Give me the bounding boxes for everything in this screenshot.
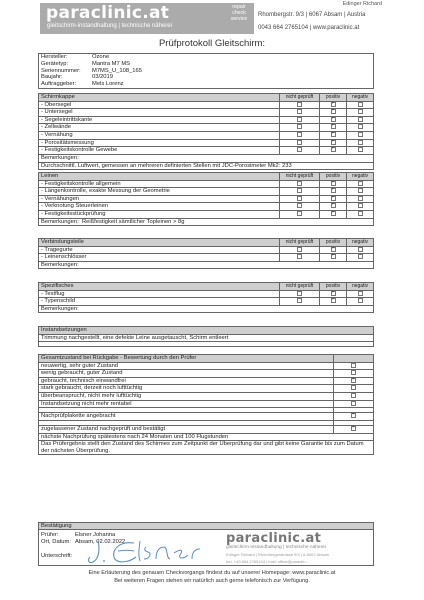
check-rows [39, 101, 374, 154]
condition-label: überbeansprucht, nicht mehr lufttüchtig [39, 393, 334, 401]
checkbox-negative[interactable] [358, 140, 363, 145]
condition-label: Instandsetzung nicht mehr rentabel [39, 400, 334, 408]
info-value: Mels Lorenz [92, 81, 124, 88]
zugelassen-row [39, 425, 374, 433]
check-label: - Festigkeitsstückprüfung [39, 211, 280, 219]
condition-rows [39, 362, 374, 408]
check-label: - Verknotung Steuerleinen [39, 203, 280, 211]
column-negative: negativ [347, 173, 374, 181]
section-schirmkappe [38, 93, 374, 170]
condition-row [39, 393, 374, 401]
checkbox-negative[interactable] [358, 181, 363, 186]
condition-row [39, 362, 374, 370]
instand-text: Trimmung nachgestellt, eine defekte Leine ausgetauscht, Schirm entleert [39, 334, 374, 342]
check-label: - Testflug [39, 290, 280, 298]
condition-label: stark gebraucht, derzeit noch lufttüchtig [39, 385, 334, 393]
confirmation-title: Bestätigung [39, 523, 373, 530]
check-row [39, 188, 374, 196]
checkbox-positive[interactable] [331, 181, 336, 186]
checkbox-not-checked[interactable] [297, 140, 302, 145]
column-negative: negativ [347, 239, 374, 247]
logo-service-check: check [232, 10, 246, 16]
info-value: M7MS_U_108_165 [92, 67, 142, 74]
column-not-checked: nicht geprüft [280, 94, 320, 102]
checkbox-negative[interactable] [358, 102, 363, 107]
check-rows [39, 180, 374, 218]
checkbox-not-checked[interactable] [297, 109, 302, 114]
checkbox-negative[interactable] [358, 117, 363, 122]
ort-datum-label: Ort, Datum: [41, 539, 71, 545]
section-title: Leinen [39, 173, 280, 181]
check-row [39, 246, 374, 254]
condition-checkbox[interactable] [351, 378, 356, 383]
section-verbindungsteile [38, 238, 374, 269]
check-row [39, 203, 374, 211]
section-spezifisches [38, 282, 374, 313]
checkbox-negative[interactable] [358, 291, 363, 296]
plakette-checkbox[interactable] [351, 413, 356, 418]
zugelassen-checkbox[interactable] [351, 426, 356, 431]
stamp-brand: paraclinic.at [226, 531, 322, 546]
section-instandsetzungen [38, 326, 374, 347]
condition-label: neuwertig, sehr guter Zustand [39, 362, 334, 370]
info-label: Seriennummer: [41, 67, 81, 74]
checkbox-positive[interactable] [331, 196, 336, 201]
section-title: Verbindungsteile [39, 239, 280, 247]
checkbox-positive[interactable] [331, 203, 336, 208]
check-rows [39, 246, 374, 261]
column-not-checked: nicht geprüft [280, 283, 320, 291]
checkbox-positive[interactable] [331, 298, 336, 303]
check-row [39, 109, 374, 117]
checkbox-positive[interactable] [331, 147, 336, 152]
remarks-label: Bemerkungen: [39, 154, 374, 162]
remarks-text: Durchschnittl. Luftwert, gemessen an mehreren definierten Stellen mit JDC-Porosimeter Mk2: 233 [39, 162, 374, 170]
condition-checkbox[interactable] [351, 363, 356, 368]
info-value: 03/2019 [92, 74, 113, 81]
checkbox-negative[interactable] [358, 132, 363, 137]
company-logo [40, 3, 254, 34]
condition-checkbox[interactable] [351, 370, 356, 375]
company-stamp [226, 531, 371, 565]
check-label: - Tragegurte [39, 246, 280, 254]
confirmation-box [38, 522, 374, 566]
checkbox-not-checked[interactable] [297, 117, 302, 122]
next-check-row [39, 433, 374, 441]
plakette-row [39, 413, 374, 421]
logo-service-service: service [230, 16, 248, 22]
checkbox-negative[interactable] [358, 124, 363, 129]
checkbox-not-checked[interactable] [297, 291, 302, 296]
checkbox-not-checked[interactable] [297, 211, 302, 216]
info-value: Ozone [92, 54, 110, 60]
check-label: - Vernähungen [39, 195, 280, 203]
section-header [39, 327, 374, 335]
remarks-row [39, 154, 374, 162]
logo-service-repair: repair [232, 4, 246, 10]
checkbox-not-checked[interactable] [297, 247, 302, 252]
section-gesamtzustand [38, 354, 374, 455]
owner-name: Edinger Richard [342, 1, 382, 7]
column-positive: positiv [320, 239, 347, 247]
condition-label: gebraucht, technisch einwandfrei [39, 377, 334, 385]
column-negative: negativ [347, 283, 374, 291]
remarks-label: Bemerkungen: [39, 305, 374, 313]
checkbox-not-checked[interactable] [297, 188, 302, 193]
column-not-checked: nicht geprüft [280, 173, 320, 181]
section-header [39, 94, 374, 102]
checkbox-negative[interactable] [358, 196, 363, 201]
condition-checkbox[interactable] [351, 393, 356, 398]
checkbox-positive[interactable] [331, 102, 336, 107]
checkbox-not-checked[interactable] [297, 254, 302, 259]
checkbox-positive[interactable] [331, 132, 336, 137]
logo-services [227, 4, 251, 22]
section-header [39, 355, 374, 363]
logo-subtitle: gleitschirm-instandhaltung | technische näherei [47, 23, 172, 29]
remarks-label: Bemerkungen: [41, 218, 79, 225]
section-title: Instandsetzungen [39, 327, 374, 335]
checkbox-positive[interactable] [331, 254, 336, 259]
page-title: Prüfprotokoll Gleitschirm: [158, 38, 266, 49]
check-row [39, 211, 374, 219]
check-label: - Festigkeitskontrolle allgemein [39, 180, 280, 188]
unterschrift-row [41, 553, 75, 559]
check-rows [39, 290, 374, 305]
plakette-label: Nachprüfplakette angebracht [39, 413, 334, 421]
checkbox-positive[interactable] [331, 140, 336, 145]
column-positive: positiv [320, 173, 347, 181]
checkbox-not-checked[interactable] [297, 147, 302, 152]
condition-row [39, 385, 374, 393]
checkbox-positive[interactable] [331, 188, 336, 193]
remarks-row [39, 218, 374, 226]
check-row [39, 116, 374, 124]
check-row [39, 101, 374, 109]
section-title: Gesamtzustand bei Rückgabe - Bewertung durch den Prüfer [39, 355, 334, 363]
company-address: Rhombergstr. 9/3 | 6067 Absam | Austria [258, 12, 366, 18]
info-row [39, 68, 373, 75]
condition-label: wenig gebraucht, guter Zustand [39, 370, 334, 378]
checkbox-negative[interactable] [358, 188, 363, 193]
condition-checkbox[interactable] [351, 385, 356, 390]
checkbox-positive[interactable] [331, 291, 336, 296]
instand-text-row [39, 334, 374, 342]
unterschrift-label: Unterschrift: [41, 553, 73, 559]
column-not-checked: nicht geprüft [280, 239, 320, 247]
info-row [39, 54, 373, 61]
check-label: - Festigkeitskontrolle Gewebe [39, 147, 280, 155]
checkbox-negative[interactable] [358, 254, 363, 259]
company-phone: 0043 664 2765104 | www.paraclinic.at [258, 25, 360, 31]
remarks-label: Bemerkungen: [39, 261, 374, 269]
column-positive: positiv [320, 283, 347, 291]
condition-row [39, 400, 374, 408]
pruefer-value: Elsner Johanna [75, 532, 116, 538]
check-label: - Vernähung [39, 132, 280, 140]
info-value: Mantra M7 MS [92, 60, 131, 67]
stamp-contact: fon: +43 664 2765104 | mail: office@paraclin... [226, 559, 309, 564]
condition-checkbox[interactable] [351, 401, 356, 406]
ort-datum-value: Absam, 02.02.2022 [75, 539, 126, 545]
footer [0, 570, 424, 585]
checkbox-negative[interactable] [358, 109, 363, 114]
remarks-row [39, 261, 374, 269]
device-info [38, 53, 374, 89]
check-row [39, 254, 374, 262]
check-label: - Zellwände [39, 124, 280, 132]
checkbox-not-checked[interactable] [297, 298, 302, 303]
remarks-text-row [39, 162, 374, 170]
checkbox-not-checked[interactable] [297, 203, 302, 208]
checkbox-positive[interactable] [331, 109, 336, 114]
check-row [39, 124, 374, 132]
check-row [39, 180, 374, 188]
pruefer-label: Prüfer: [41, 532, 59, 538]
column-positive: positiv [320, 94, 347, 102]
remarks-row [39, 305, 374, 313]
check-label: - Segeleintrittskante [39, 116, 280, 124]
next-check-text: nächste Nachprüfung spätestens nach 24 Monaten und 100 Flugstunden [39, 433, 374, 441]
footer-line-contact: Bei weiteren Fragen stehen wir natürlich auch gerne telefonisch zur Verfügung. [114, 577, 310, 584]
checkbox-negative[interactable] [358, 147, 363, 152]
checkbox-negative[interactable] [358, 211, 363, 216]
check-label: - Längenkontrolle, exakte Messung der Geometrie [39, 188, 280, 196]
info-row [39, 74, 373, 81]
checkbox-positive[interactable] [331, 247, 336, 252]
stamp-address: Edinger Richard | Rhombergerstrasse 9/3 | A-6067 Absam [226, 552, 330, 557]
checkbox-negative[interactable] [358, 247, 363, 252]
info-label: Auftraggeber: [41, 81, 77, 88]
condition-row [39, 370, 374, 378]
check-row [39, 139, 374, 147]
zugelassen-label: zugelassener Zustand nachgeprüft und bestätigt [39, 425, 334, 433]
check-row [39, 132, 374, 140]
checkbox-not-checked[interactable] [297, 124, 302, 129]
check-label: - Untersegel [39, 109, 280, 117]
checkbox-positive[interactable] [331, 124, 336, 129]
remarks-text: Reißfestigkeit sämtlicher Topleinen > 8g [81, 218, 185, 225]
info-label: Hersteller: [41, 54, 68, 60]
checkbox-positive[interactable] [331, 211, 336, 216]
condition-row [39, 377, 374, 385]
blank-row [39, 342, 374, 347]
section-header [39, 283, 374, 291]
info-label: Gerätetyp: [41, 60, 69, 67]
section-title: Schirmkappe [39, 94, 280, 102]
section-title: Spezifisches [39, 283, 280, 291]
disclaimer-row [39, 441, 374, 455]
stamp-subtitle: gleitschirm-instandhaltung | technische näherei [226, 545, 326, 550]
checkbox-not-checked[interactable] [297, 196, 302, 201]
disclaimer-text: Das Prüfergebnis stellt den Zustand des Schirmes zum Zeitpunkt der Überprüfung dar und gibt keine Garantie bis zum Datum der nächsten Überprüfung. [39, 441, 374, 455]
checkbox-positive[interactable] [331, 117, 336, 122]
check-label: - Obersegel [39, 101, 280, 109]
check-row [39, 290, 374, 298]
checkbox-negative[interactable] [358, 298, 363, 303]
check-row [39, 298, 374, 306]
checkbox-not-checked[interactable] [297, 181, 302, 186]
checkbox-not-checked[interactable] [297, 102, 302, 107]
check-label: - Typenschild [39, 298, 280, 306]
column-negative: negativ [347, 94, 374, 102]
info-row [39, 61, 373, 68]
checkbox-not-checked[interactable] [297, 132, 302, 137]
footer-line-homepage: Eine Erläuterung des genauen Checkvorgangs findest du auf unserer Homepage: www.paraclinic.at [88, 570, 336, 576]
section-header [39, 173, 374, 181]
check-label: - Leinenschlösser [39, 254, 280, 262]
logo-brand: paraclinic.at [46, 3, 170, 23]
info-row [39, 81, 373, 88]
handwritten-signature [84, 535, 224, 567]
check-row [39, 195, 374, 203]
section-header [39, 239, 374, 247]
check-row [39, 147, 374, 155]
check-label: - Porositätsmessung [39, 139, 280, 147]
section-leinen [38, 172, 374, 226]
info-label: Baujahr: [41, 74, 63, 81]
checkbox-negative[interactable] [358, 203, 363, 208]
